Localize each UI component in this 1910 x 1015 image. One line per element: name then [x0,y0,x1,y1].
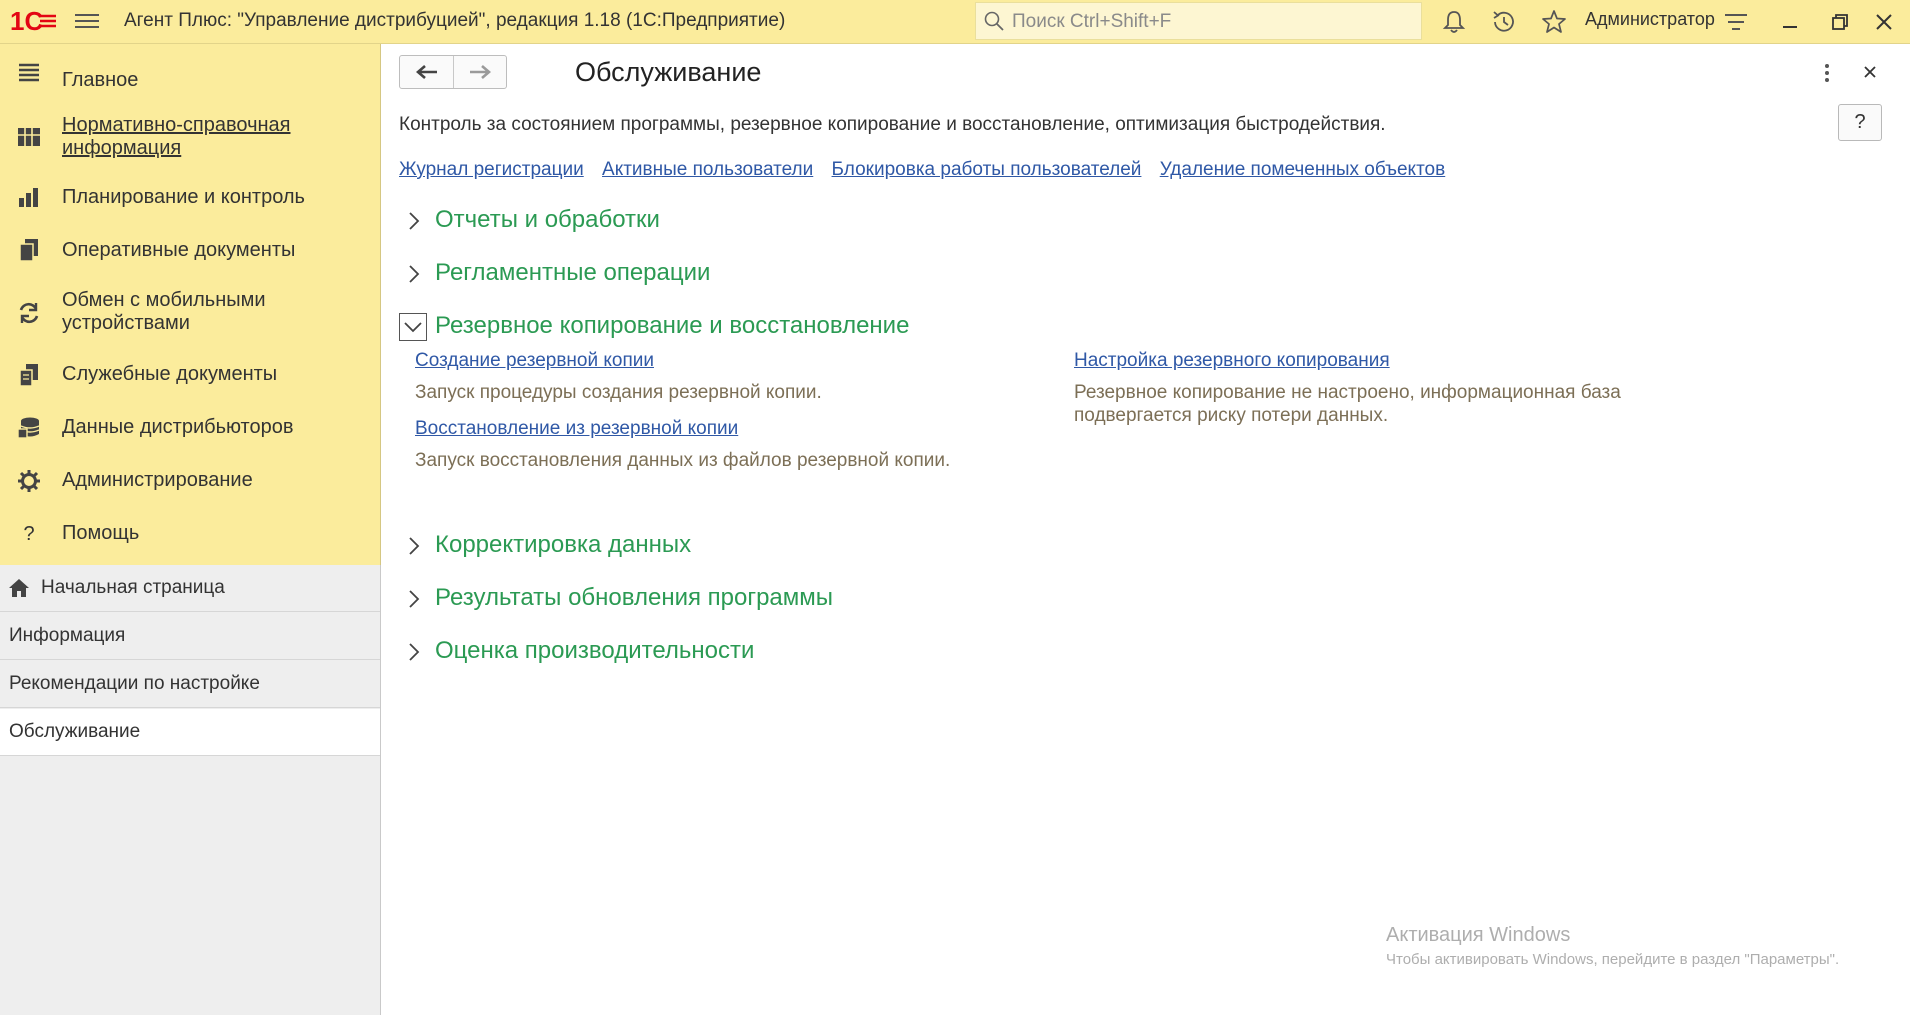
nav-item-maintenance[interactable] [0,709,380,756]
section-mobile-exchange[interactable] [0,284,380,340]
section-label: Главное [62,69,139,91]
help-button[interactable]: ? [1838,104,1882,141]
section-distributor-data[interactable] [0,406,380,450]
section-label: Служебные документы [62,363,278,385]
create-backup-link[interactable]: Создание резервной копии [415,350,654,371]
title-bar [0,0,1910,44]
nav-item-information[interactable] [0,613,380,660]
group-title: Регламентные операции [435,259,711,286]
gear-icon [16,468,42,494]
section-label: Нормативно-справочная информация [62,114,291,159]
list-icon [16,60,42,86]
arrow-left-icon [415,64,439,80]
group-title: Оценка производительности [435,637,755,664]
nav-item-label: Начальная страница [41,577,225,598]
bell-icon[interactable] [1440,8,1468,36]
history-nav-buttons [399,55,507,89]
restore-backup-description: Запуск восстановления данных из файлов резервной копии. [415,450,951,471]
app-title: Агент Плюс: "Управление дистрибуцией", редакция 1.18 (1С:Предприятие) [124,10,786,31]
close-form-icon[interactable] [1860,62,1880,82]
distributor-data-icon [16,415,42,441]
nav-item-label: Обслуживание [9,721,141,742]
arrow-right-icon [468,64,492,80]
watermark-title: Активация Windows [1386,924,1571,946]
section-service-docs[interactable] [0,353,380,397]
group-title: Результаты обновления программы [435,584,834,611]
section-administration[interactable] [0,459,380,503]
chevron-right-icon [401,208,427,234]
search-input[interactable] [1010,8,1414,36]
section-label: Оперативные документы [62,239,296,261]
bar-chart-icon [16,184,42,210]
favorites-star-icon[interactable] [1540,8,1568,36]
link-user-lockout[interactable]: Блокировка работы пользователей [831,159,1142,180]
section-label: Помощь [62,522,140,544]
section-label: Данные дистрибьюторов [62,416,294,438]
home-icon [8,578,30,598]
section-help[interactable] [0,512,380,556]
history-icon[interactable] [1490,8,1518,36]
sections-panel [0,44,381,565]
sync-icon [16,300,42,326]
link-active-users[interactable]: Активные пользователи [602,159,814,180]
section-main[interactable] [0,54,380,98]
search-icon [984,11,1004,31]
link-event-log[interactable]: Журнал регистрации [399,159,584,180]
current-user[interactable]: Администратор [1585,9,1715,29]
documents-icon [16,237,42,263]
page-title: Обслуживание [575,57,762,87]
chevron-right-icon [401,639,427,665]
nav-item-setup-recommendations[interactable] [0,661,380,708]
svg-text:1C: 1C [10,6,44,36]
chevron-right-icon [401,533,427,559]
main-content [381,44,1910,1015]
settings-menu-icon[interactable] [1722,8,1750,36]
chevron-right-icon [401,261,427,287]
restore-icon[interactable] [1826,8,1854,36]
nav-item-home-page[interactable] [0,565,380,612]
section-reference-info[interactable] [0,110,380,166]
nav-item-label: Информация [9,625,126,646]
search-box[interactable] [975,2,1422,40]
group-title: Резервное копирование и восстановление [435,312,910,339]
chevron-down-icon [399,313,427,341]
section-operational-docs[interactable] [0,229,380,273]
section-label: Планирование и контроль [62,186,305,208]
page-description: Контроль за состоянием программы, резервное копирование и восстановление, оптимизация быстродействия. [399,114,1386,135]
backup-settings-description: Резервное копирование не настроено, информационная база подвергается риску потери данных. [1074,382,1621,426]
link-delete-marked-objects[interactable]: Удаление помеченных объектов [1159,159,1446,180]
quick-links [399,159,1458,181]
watermark-subtitle: Чтобы активировать Windows, перейдите в раздел "Параметры". [1386,951,1840,968]
group-title: Отчеты и обработки [435,206,660,233]
backup-settings-link[interactable]: Настройка резервного копирования [1074,350,1390,371]
service-documents-icon [16,362,42,388]
section-label: Обмен с мобильными устройствами [62,289,266,334]
minimize-icon[interactable] [1776,8,1804,36]
group-title: Корректировка данных [435,531,692,558]
question-icon: ? [23,523,35,545]
navigation-panel [0,565,381,1015]
section-planning[interactable] [0,176,380,220]
main-menu-button[interactable] [73,10,101,32]
back-button[interactable] [400,56,454,88]
forward-button[interactable] [453,56,506,88]
windows-activation-watermark [1386,924,1839,968]
create-backup-description: Запуск процедуры создания резервной копии. [415,382,822,403]
more-actions-icon[interactable] [1819,62,1835,84]
chevron-right-icon [401,586,427,612]
catalog-icon [16,124,42,150]
section-label: Администрирование [62,469,253,491]
close-window-icon[interactable] [1870,8,1898,36]
1c-logo [10,6,58,36]
restore-backup-link[interactable]: Восстановление из резервной копии [415,418,739,439]
nav-item-label: Рекомендации по настройке [9,673,260,694]
